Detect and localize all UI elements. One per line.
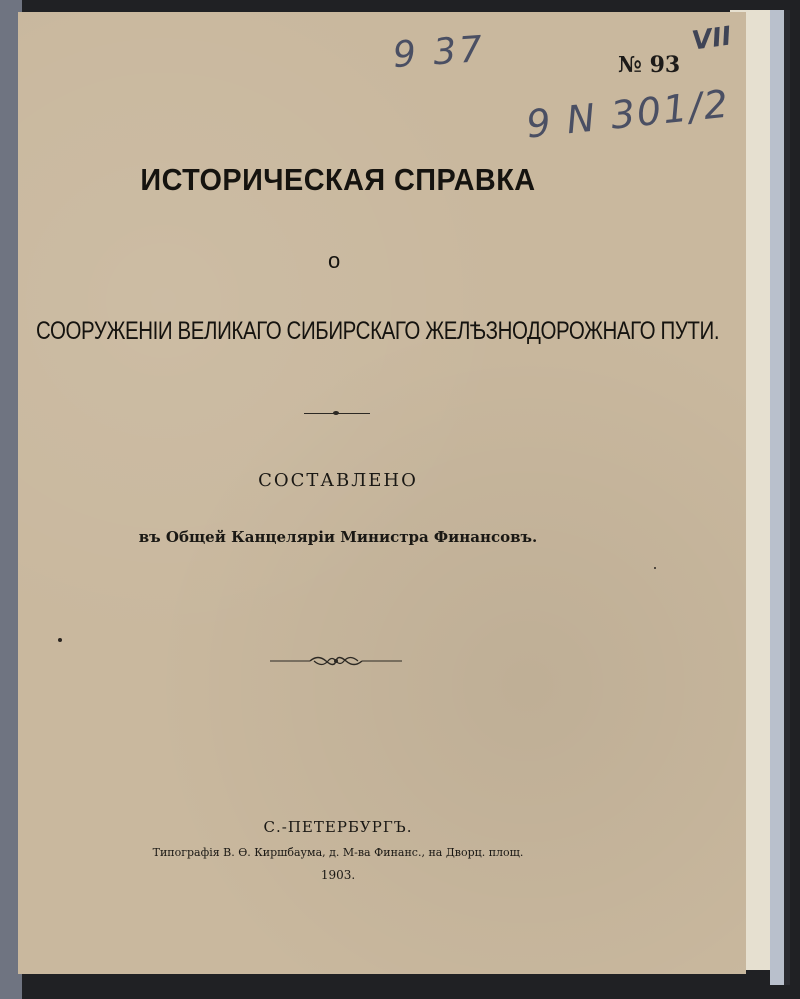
page-subtitle: СООРУЖЕНІИ ВЕЛИКАГО СИБИРСКАГО ЖЕЛѢЗНОДОРОЖНАГО ПУТИ. <box>36 317 720 345</box>
imprint-year: 1903. <box>320 868 356 882</box>
office-attribution: въ Общей Канцеляріи Министра Финансовъ. <box>138 528 538 546</box>
title-conjunction: о <box>328 248 341 273</box>
page-edge <box>770 10 784 985</box>
title-page <box>18 12 746 974</box>
page-title: ИСТОРИЧЕСКАЯ СПРАВКА <box>140 162 536 197</box>
page-edge-shadow <box>784 10 790 985</box>
divider-rule <box>304 413 370 414</box>
document-number: № 93 <box>618 52 681 78</box>
handwritten-inventory-mark: 9 N 301/2 <box>524 81 733 147</box>
imprint-city: С.-ПЕТЕРБУРГЪ. <box>263 818 413 836</box>
handwritten-shelf-mark: 9 37 <box>391 28 487 77</box>
divider-dot <box>333 411 339 415</box>
ornament-divider <box>270 652 402 670</box>
paper-speck <box>654 567 656 569</box>
paper-speck <box>58 638 62 642</box>
imprint-printer: Типографія В. Ѳ. Киршбаума, д. М-ва Финанс., на Дворц. площ. <box>152 846 524 859</box>
composed-label: СОСТАВЛЕНО <box>258 470 418 491</box>
handwritten-corner-mark: VII <box>690 21 734 57</box>
